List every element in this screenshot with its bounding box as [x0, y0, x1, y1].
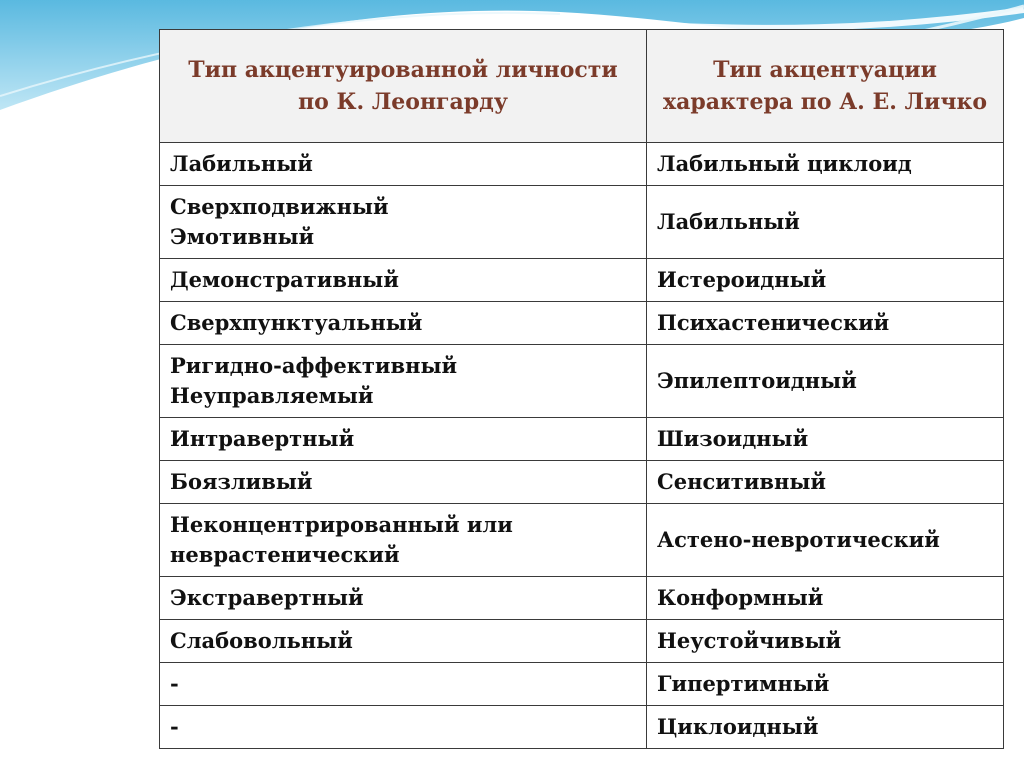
- lichko-type-cell: Конформный: [647, 577, 1004, 620]
- table-row: [160, 620, 1004, 663]
- lichko-type-cell: Истероидный: [647, 259, 1004, 302]
- table-row: [160, 143, 1004, 186]
- leonhard-type-cell: Сверхподвижный Эмотивный: [160, 186, 647, 259]
- lichko-type-cell: Неустойчивый: [647, 620, 1004, 663]
- leonhard-type-cell: Неконцентрированный или неврастенический: [160, 504, 647, 577]
- lichko-type-cell: Лабильный: [647, 186, 1004, 259]
- table-row: [160, 302, 1004, 345]
- table-row: [160, 259, 1004, 302]
- leonhard-type-cell: Экстравертный: [160, 577, 647, 620]
- leonhard-type-cell: Боязливый: [160, 461, 647, 504]
- accentuation-comparison-table: [159, 29, 1004, 749]
- table-row: [160, 186, 1004, 259]
- table-row: [160, 577, 1004, 620]
- lichko-type-cell: Циклоидный: [647, 706, 1004, 749]
- leonhard-type-cell: Сверхпунктуальный: [160, 302, 647, 345]
- leonhard-type-cell: -: [160, 706, 647, 749]
- leonhard-type-cell: Лабильный: [160, 143, 647, 186]
- lichko-type-cell: Сенситивный: [647, 461, 1004, 504]
- lichko-type-cell: Лабильный циклоид: [647, 143, 1004, 186]
- lichko-type-cell: Шизоидный: [647, 418, 1004, 461]
- lichko-type-cell: Астено-невротический: [647, 504, 1004, 577]
- header-lichko: Тип акцентуации характера по А. Е. Личко: [647, 30, 1004, 143]
- table-row: [160, 345, 1004, 418]
- table-row: [160, 461, 1004, 504]
- table-row: [160, 504, 1004, 577]
- lichko-type-cell: Психастенический: [647, 302, 1004, 345]
- leonhard-type-cell: -: [160, 663, 647, 706]
- header-leonhard: Тип акцентуированной личности по К. Леонгарду: [160, 30, 647, 143]
- table-header-row: [160, 30, 1004, 143]
- lichko-type-cell: Гипертимный: [647, 663, 1004, 706]
- table-row: [160, 418, 1004, 461]
- leonhard-type-cell: Слабовольный: [160, 620, 647, 663]
- leonhard-type-cell: Интравертный: [160, 418, 647, 461]
- table-row: [160, 706, 1004, 749]
- leonhard-type-cell: Ригидно-аффективный Неуправляемый: [160, 345, 647, 418]
- leonhard-type-cell: Демонстративный: [160, 259, 647, 302]
- lichko-type-cell: Эпилептоидный: [647, 345, 1004, 418]
- table-row: [160, 663, 1004, 706]
